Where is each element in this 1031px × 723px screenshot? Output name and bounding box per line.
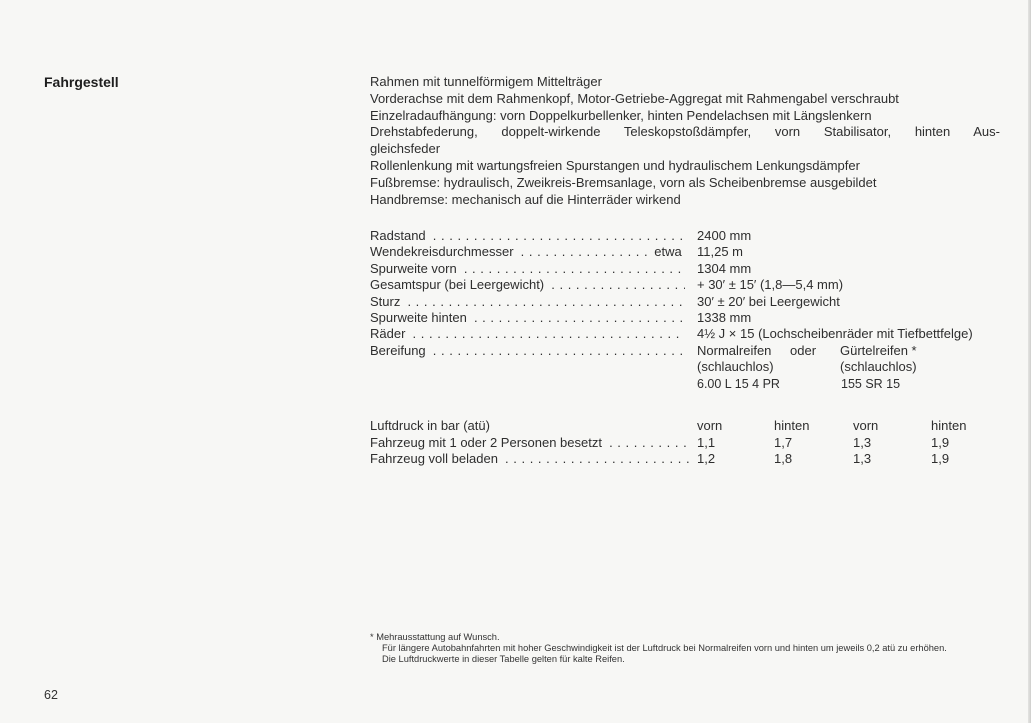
footnote-line: Für längere Autobahnfahrten mit hoher Geschwindigkeit ist der Luftdruck bei Normalreifen vorn und hinten um jeweils 0,2 atü zu erhöhen. (382, 643, 947, 653)
tire-normal-name: Normalreifen (697, 342, 772, 358)
spec-label: Radstand (370, 228, 429, 243)
tire-connector: oder (790, 342, 817, 358)
tire-radial-size: 155 SR 15 (841, 376, 901, 391)
pressure-value: 1,9 (931, 434, 950, 450)
pressure-value: 1,3 (853, 451, 872, 467)
spec-label: Spurweite hinten (370, 310, 470, 325)
spec-row-tires (370, 343, 1010, 359)
tire-normal-size: 6.00 L 15 4 PR (697, 376, 780, 391)
pressure-row-label: Fahrzeug mit 1 oder 2 Personen besetzt (370, 435, 605, 450)
spec-row (370, 326, 1010, 342)
footnote (370, 632, 1000, 665)
tire-radial-note: (schlauchlos) (840, 359, 917, 375)
spec-row (370, 277, 1010, 293)
pressure-header: vorn (853, 418, 879, 433)
description-line: Drehstabfederung, doppelt-wirkende Teleskopstoßdämpfer, vorn Stabilisator, hinten Aus- (370, 124, 1000, 140)
tire-note-row (370, 359, 1010, 375)
spec-table (370, 228, 1010, 392)
pressure-row (370, 451, 1010, 468)
chassis-description (370, 74, 1000, 208)
spec-value: 30′ ± 20′ bei Leergewicht (697, 293, 840, 309)
description-line: gleichsfeder (370, 141, 441, 157)
pressure-value: 1,1 (697, 434, 716, 450)
spec-value: 11,25 m (697, 244, 744, 260)
spec-qualifier: etwa (648, 244, 688, 260)
spec-value: 1338 mm (697, 309, 752, 325)
tire-radial-name: Gürtelreifen * (840, 342, 917, 358)
spec-label: Wendekreisdurchmesser (370, 244, 517, 259)
pressure-row (370, 435, 1010, 452)
spec-value: 4½ J × 15 (Lochscheibenräder mit Tiefbettfelge) (697, 326, 973, 342)
spec-label: Bereifung (370, 343, 429, 358)
spec-row (370, 310, 1010, 326)
pressure-title: Luftdruck in bar (atü) (370, 418, 490, 433)
footnote-asterisk-line: * Mehrausstattung auf Wunsch. (370, 632, 500, 642)
tire-pressure-table (370, 418, 1010, 468)
pressure-value: 1,7 (774, 434, 793, 450)
spec-row (370, 294, 1010, 310)
pressure-header: hinten (774, 418, 810, 433)
spec-value: + 30′ ± 15′ (1,8—5,4 mm) (697, 277, 844, 293)
pressure-value: 1,8 (774, 451, 793, 467)
description-line: Vorderachse mit dem Rahmenkopf, Motor-Getriebe-Aggregat mit Rahmengabel verschraubt (370, 90, 899, 106)
page-number: 62 (44, 688, 58, 702)
pressure-value: 1,9 (931, 451, 950, 467)
tire-size-row (370, 376, 1010, 392)
pressure-header: hinten (931, 418, 967, 433)
pressure-value: 1,2 (697, 451, 716, 467)
spec-value: 1304 mm (697, 260, 752, 276)
footnote-line: Die Luftdruckwerte in dieser Tabelle gelten für kalte Reifen. (382, 654, 625, 664)
description-line: Handbremse: mechanisch auf die Hinterräder wirkend (370, 191, 681, 207)
pressure-header: vorn (697, 418, 723, 433)
description-line: Fußbremse: hydraulisch, Zweikreis-Bremsanlage, vorn als Scheibenbremse ausgebildet (370, 174, 877, 190)
pressure-value: 1,3 (853, 434, 872, 450)
description-line: Rahmen mit tunnelförmigem Mittelträger (370, 74, 602, 89)
spec-label: Spurweite vorn (370, 261, 460, 276)
spec-label: Räder (370, 326, 408, 341)
spec-row (370, 244, 1010, 260)
spec-row (370, 261, 1010, 277)
spec-row (370, 228, 1010, 244)
pressure-header-row (370, 418, 1010, 435)
description-line: Rollenlenkung mit wartungsfreien Spurstangen und hydraulischem Lenkungsdämpfer (370, 157, 860, 173)
spec-value: 2400 mm (697, 228, 752, 243)
spec-label: Sturz (370, 294, 403, 309)
description-line: Einzelradaufhängung: vorn Doppelkurbellenker, hinten Pendelachsen mit Längslenkern (370, 107, 872, 123)
tire-normal-note: (schlauchlos) (697, 359, 774, 375)
spec-label: Gesamtspur (bei Leergewicht) (370, 277, 547, 292)
section-heading: Fahrgestell (44, 74, 119, 90)
pressure-row-label: Fahrzeug voll beladen (370, 451, 501, 466)
